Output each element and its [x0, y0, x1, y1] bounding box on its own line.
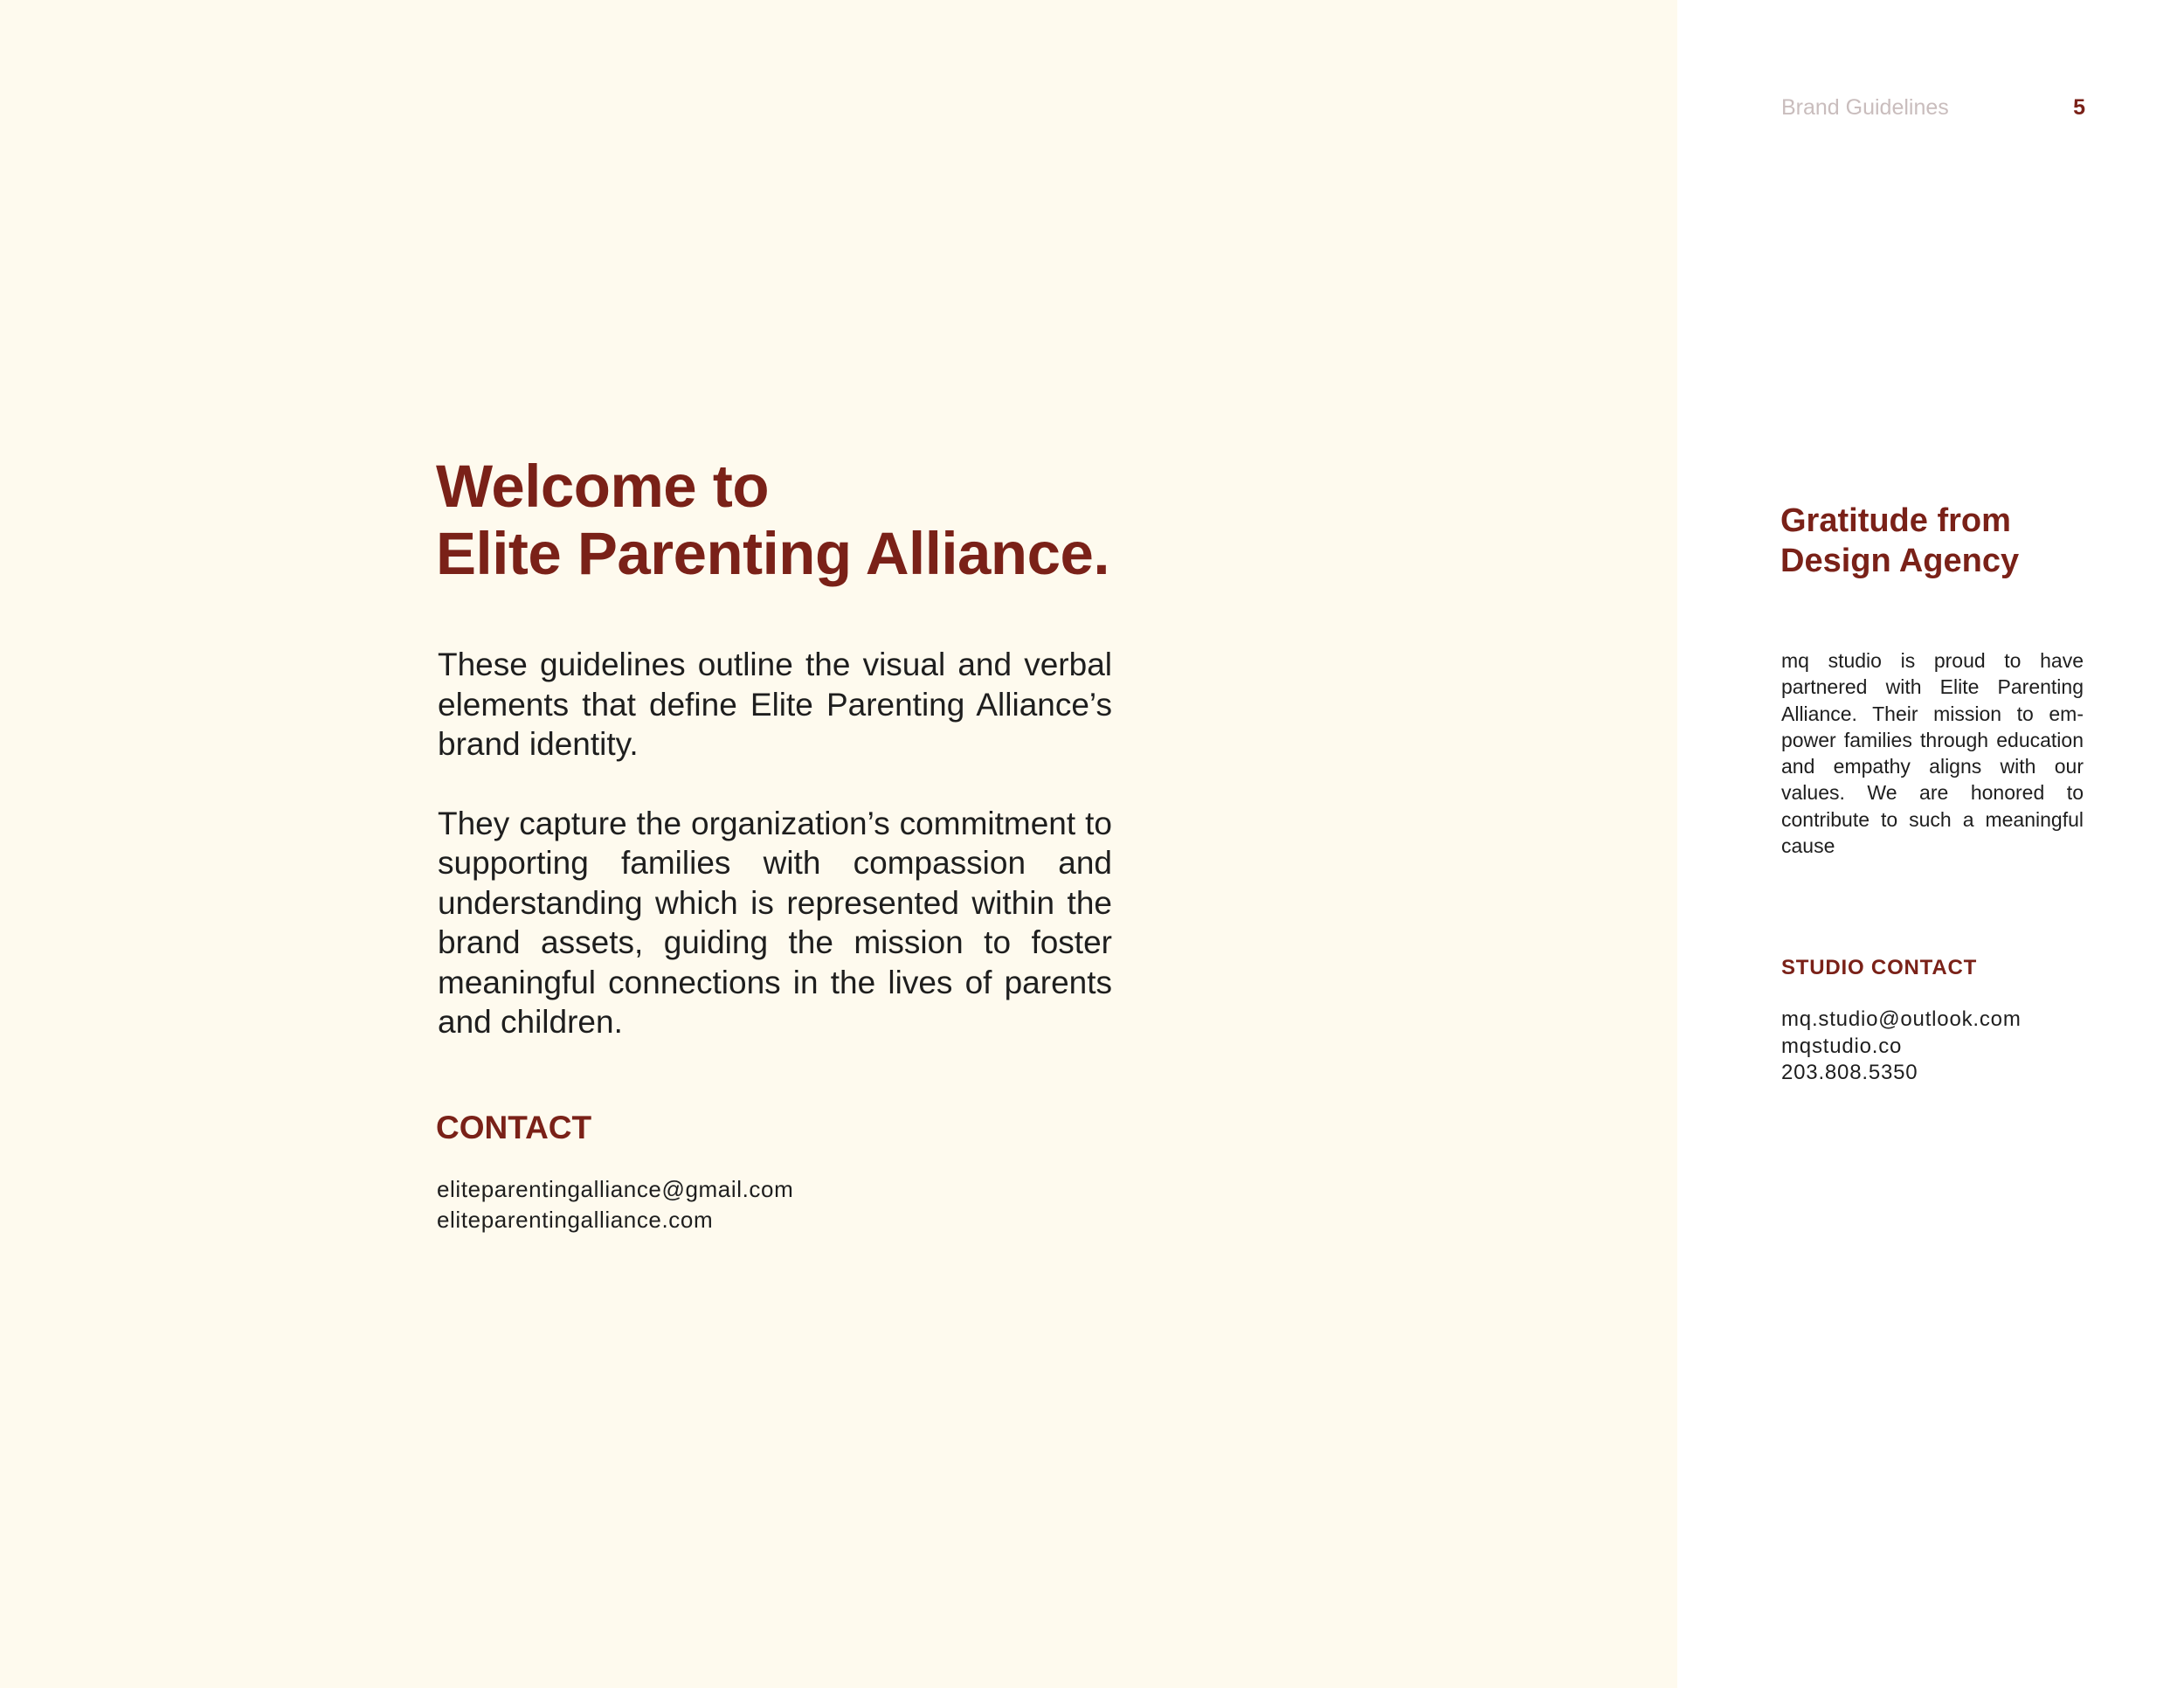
- page-number: 5: [2073, 95, 2085, 120]
- gratitude-title-line-2: Design Agency: [1780, 543, 2020, 579]
- studio-contact-details: [1781, 1007, 2022, 1087]
- contact-email: eliteparentingalliance@gmail.com: [437, 1176, 794, 1202]
- document-header-label: Brand Guidelines: [1781, 95, 1949, 120]
- gratitude-title-line-1: Gratitude from: [1780, 502, 2011, 539]
- intro-paragraph-1: These guidelines outline the visual and verbal elements that define Elite Parenting Alliance’s brand identity.: [438, 647, 1112, 762]
- welcome-title-line-1: Welcome to: [436, 453, 769, 520]
- gratitude-title: [1780, 501, 2019, 581]
- intro-paragraph-2: They capture the organization’s commitment to supporting families with compassion and understanding which is represented within the brand assets, guiding the mission to foster meaningful connections in the lives of parents and children.: [438, 805, 1112, 1040]
- contact-heading: CONTACT: [436, 1110, 592, 1145]
- intro-text: [438, 645, 1112, 1042]
- studio-phone: 203.808.5350: [1781, 1061, 1918, 1084]
- contact-details: [437, 1174, 793, 1235]
- contact-website: eliteparentingalliance.com: [437, 1207, 714, 1233]
- welcome-title: [436, 453, 1109, 587]
- studio-contact-heading: STUDIO CONTACT: [1781, 956, 1978, 979]
- studio-website: mqstudio.co: [1781, 1034, 1903, 1058]
- gratitude-text: mq studio is proud to have partnered with Elite Parenting Alliance. Their mission to empower families through education and empathy aligns with our values. We are honored to contribute to such a meaningful cause: [1781, 649, 2084, 858]
- welcome-title-line-2: Elite Parenting Alliance.: [436, 520, 1109, 587]
- studio-email: mq.studio@outlook.com: [1781, 1007, 2022, 1031]
